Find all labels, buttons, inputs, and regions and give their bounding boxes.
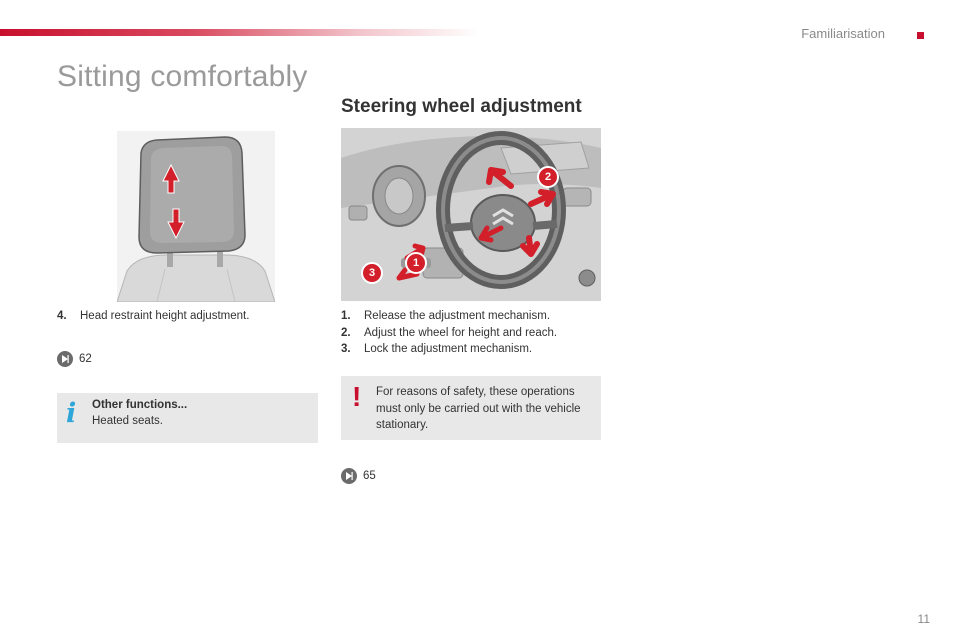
step-text: Lock the adjustment mechanism. [364,343,533,355]
steering-wheel-illustration [341,128,601,301]
list-item [341,341,557,358]
section-marker [917,32,924,39]
page-reference-number: 62 [79,353,92,365]
headrest-illustration [117,131,275,302]
info-title: Other functions... [92,399,188,411]
info-box [57,393,318,443]
step-number: 1. [341,310,351,322]
section-label: Familiarisation [801,26,885,41]
step-text: Release the adjustment mechanism. [364,310,551,322]
list-item [341,325,557,342]
info-text: Heated seats. [92,415,163,427]
page-reference-number: 65 [363,470,376,482]
warning-icon: ! [352,381,362,412]
steering-steps [341,308,557,358]
page-number: 11 [917,612,930,626]
callout-badge-2: 2 [537,166,559,188]
step-number: 4. [57,310,67,322]
warning-text: For reasons of safety, these operations must only be carried out with the vehicle stationary. [376,386,581,431]
step-number: 3. [341,343,351,355]
page-reference-steering[interactable] [341,468,376,484]
steering-section-title: Steering wheel adjustment [341,96,582,117]
list-item [57,308,249,325]
callout-badge-3: 3 [361,262,383,284]
page-reference-icon [341,468,357,484]
step-text: Head restraint height adjustment. [80,310,250,322]
warning-box [341,376,601,440]
step-number: 2. [341,326,351,339]
header-accent-bar [0,29,480,36]
info-icon: i [66,398,77,429]
list-item [341,308,557,325]
page-title: Sitting comfortably [57,60,308,93]
step-text: Adjust the wheel for height and reach. [364,326,558,339]
page-reference-headrest[interactable] [57,351,92,367]
headrest-steps [57,308,249,325]
callout-badge-1: 1 [405,252,427,274]
headrest-drawing [117,131,275,302]
page-reference-icon [57,351,73,367]
